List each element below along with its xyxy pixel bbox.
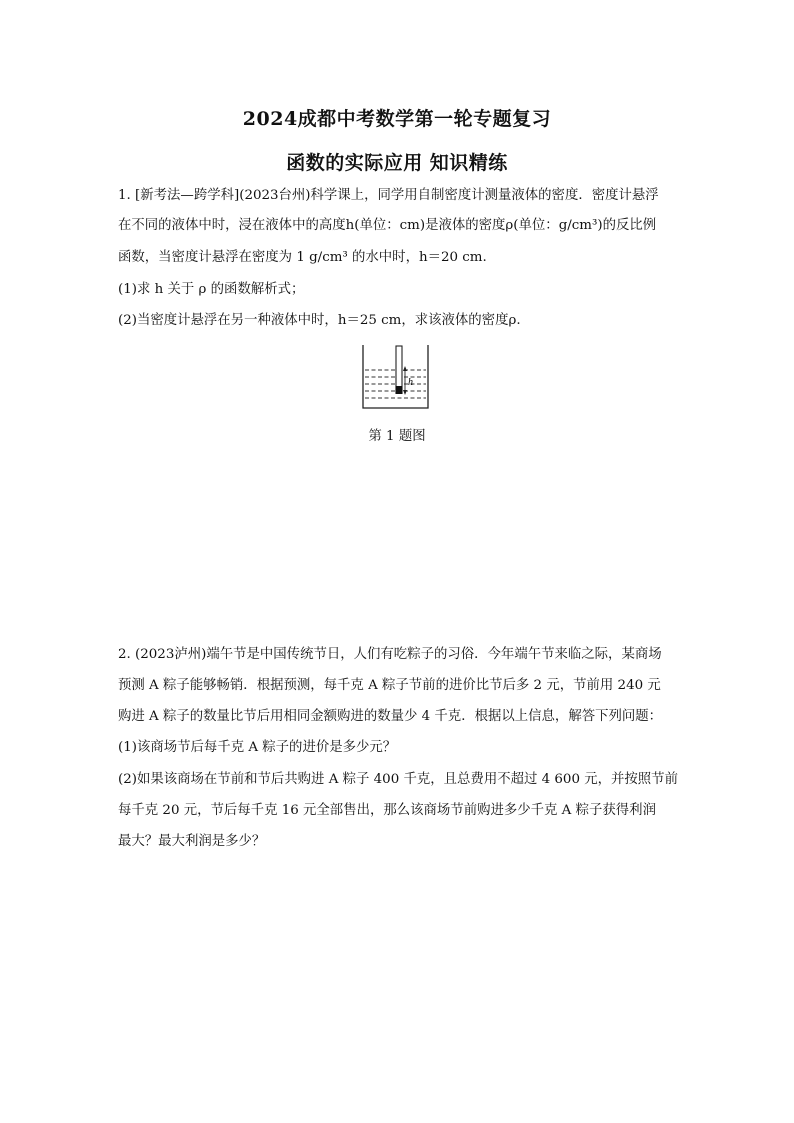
hydrometer-weight	[396, 386, 403, 394]
problem-2-question-1: (1)该商场节后每千克 A 粽子的进价是多少元？	[118, 740, 397, 755]
problem-2-question-2: (2)如果该商场在节前和节后共购进 A 粽子 400 千克，且总费用不超过 4 600 元，并按照节前	[118, 772, 678, 787]
problem-1-question-2: (2)当密度计悬浮在另一种液体中时，h＝25 cm，求该液体的密度ρ.	[118, 313, 521, 328]
hydrometer-figure	[362, 344, 430, 410]
problem-2-line: 2. (2023泸州)端午节是中国传统节日，人们有吃粽子的习俗．今年端午节来临之际，某商场	[118, 647, 662, 662]
problem-2-line: 预测 A 粽子能够畅销．根据预测，每千克 A 粽子节前的进价比节后多 2 元，节前用 240 元	[118, 678, 661, 693]
figure-caption: 第 1 题图	[368, 429, 426, 444]
arrow-head-down	[403, 390, 407, 395]
document-subtitle: 函数的实际应用 知识精练	[286, 152, 508, 174]
document-title: 2024成都中考数学第一轮专题复习	[242, 108, 552, 130]
height-label: h	[408, 377, 413, 388]
hydrometer-tube	[396, 346, 402, 393]
problem-1-line: 在不同的液体中时，浸在液体中的高度h(单位：cm)是液体的密度ρ(单位：g/cm³)的反比例	[118, 218, 657, 233]
problem-2-line: 每千克 20 元，节后每千克 16 元全部售出，那么该商场节前购进多少千克 A 粽子获得利润	[118, 803, 656, 818]
arrow-head-up	[403, 366, 407, 371]
problem-2-line: 购进 A 粽子的数量比节后用相同金额购进的数量少 4 千克．根据以上信息，解答下列问题：	[118, 709, 663, 724]
problem-1-line: 1. [新考法—跨学科](2023台州)科学课上，同学用自制密度计测量液体的密度．密度计悬浮	[118, 188, 659, 203]
problem-1-line: 函数，当密度计悬浮在密度为 1 g/cm³ 的水中时，h＝20 cm.	[118, 250, 487, 265]
problem-1-question-1: (1)求 h 关于 ρ 的函数解析式；	[118, 282, 305, 297]
problem-2-line: 最大？最大利润是多少？	[118, 834, 266, 849]
